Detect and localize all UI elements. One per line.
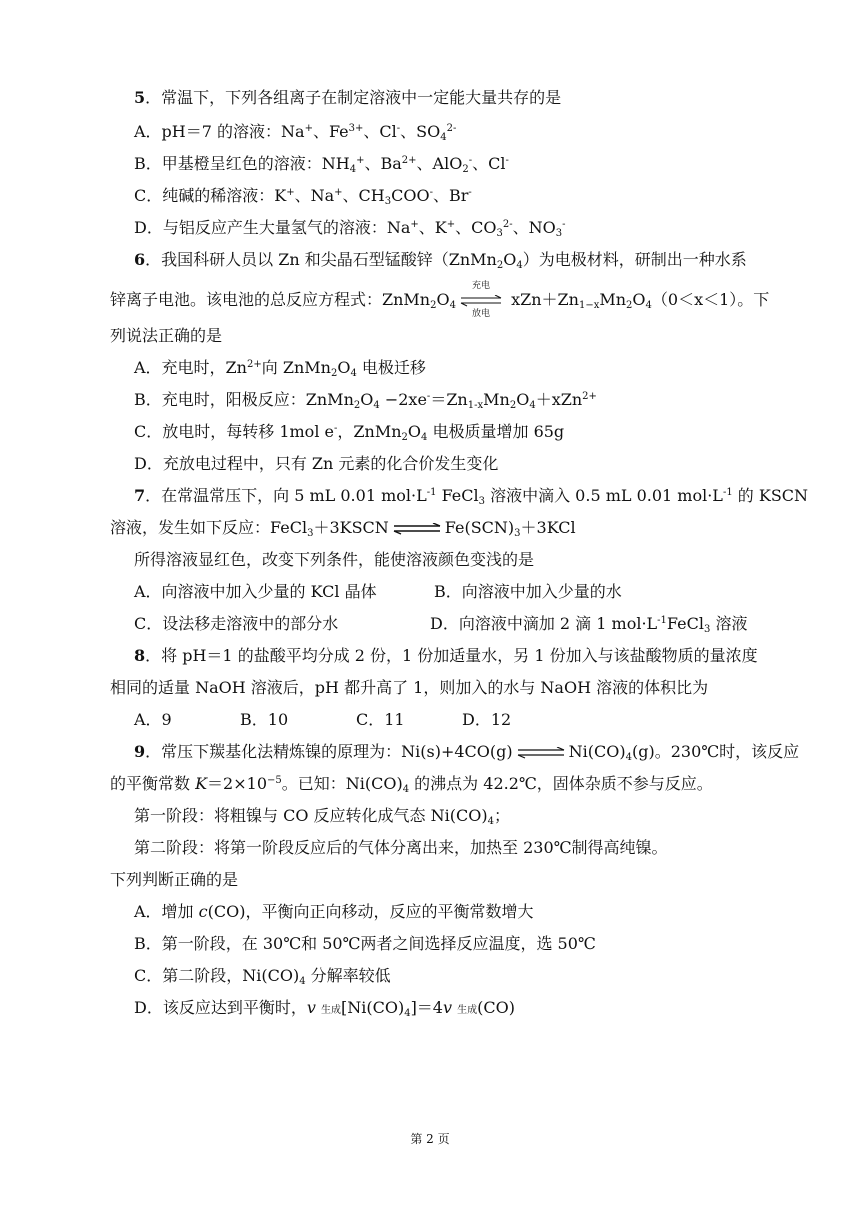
q9-stem-line2: 的平衡常数 $K=2\times 10^{-5}$。已知：$Ni(CO)_4$ 的沸点为 42.2℃，固体杂质不参与反应。 <box>110 774 713 795</box>
q6-stem-line3: 列说法正确的是 <box>110 326 223 345</box>
q5-option-a: A．pH＝7 的溶液：Na+、$Fe^{3+}$、Cl-、$SO_4^{2-}$ <box>134 122 457 143</box>
q5-option-c: C．纯碱的稀溶液：K+、Na+、$CH_3COO^-$、Br- <box>134 186 472 207</box>
q6-option-c: C．放电时，每转移 1mol e-，$ZnMn_2O_4$ 电极质量增加 65g <box>134 422 565 443</box>
equilibrium-arrow-icon <box>516 743 566 763</box>
arrow-label-discharge: 放电 <box>471 308 491 319</box>
q9-option-d: D．该反应达到平衡时，v 生成$[Ni(CO)_4]=4v$ 生成(CO) <box>134 998 515 1019</box>
q7-stem-line2: 溶液，发生如下反应：FeCl$_3$＋3KSCN $Fe(SCN)_3+3KCl$ <box>110 518 576 539</box>
q5-option-d: D．与铝反应产生大量氢气的溶液：Na+、K+、$CO_3^{2-}$、$NO_3^-$ <box>134 218 566 239</box>
q6-stem-line1: 6．我国科研人员以 Zn 和尖晶石型锰酸锌$(ZnMn_2O_4)$为电极材料，研制出一种水系 <box>134 250 747 271</box>
q9-stem-line1: 9．常压下羰基化法精炼镍的原理为：Ni(s)+4CO(g) $Ni(CO)_4(g)$。230℃时，该反应 <box>134 742 800 763</box>
equilibrium-arrow-icon <box>392 519 442 539</box>
q8-option-c: C．11 <box>356 710 405 729</box>
q8-option-b: B．10 <box>240 710 289 729</box>
q6-option-d: D．充放电过程中，只有 Zn 元素的化合价发生变化 <box>134 454 499 473</box>
q7-option-a: A．向溶液中加入少量的 KCl 晶体 <box>134 582 377 601</box>
q8-option-d: D．12 <box>462 710 512 729</box>
q7-option-b: B．向溶液中加入少量的水 <box>434 582 622 601</box>
q9-stem-line3: 下列判断正确的是 <box>110 870 239 889</box>
page-number: 第 2 页 <box>410 1132 450 1146</box>
q6-option-a: A．充电时，$Zn^{2+}$向 $ZnMn_2O_4$ 电极迁移 <box>134 358 426 379</box>
q9-stage2: 第二阶段：将第一阶段反应后的气体分离出来，加热至 230℃制得高纯镍。 <box>134 838 668 857</box>
q6-option-b: B．充电时，阳极反应：$ZnMn_2O_4 -2xe^-=Zn_{1-x}Mn_2O_4+xZn^{2+}$ <box>134 390 597 411</box>
q7-option-d: D．向溶液中滴加 2 滴 1 $mol\cdot L^{-1}FeCl_3$ 溶液 <box>430 614 748 635</box>
q6-stem-line2: 锌离子电池。该电池的总反应方程式：$ZnMn_2O_4$ 充电 放电 $xZn+Zn_{1-x}Mn_2O_4(0<x<1)$。下 <box>110 280 770 319</box>
q7-option-c: C．设法移走溶液中的部分水 <box>134 614 339 633</box>
q7-stem-line3: 所得溶液显红色，改变下列条件，能使溶液颜色变浅的是 <box>134 550 535 569</box>
arrow-label-charge: 充电 <box>471 280 491 291</box>
q9-stage1: 第一阶段：将粗镍与 CO 反应转化成气态 $Ni(CO)_4$； <box>134 806 510 827</box>
reversible-arrow-icon <box>459 280 503 319</box>
q8-option-a: A．9 <box>134 710 172 729</box>
q8-stem-line1: 8．将 pH＝1 的盐酸平均分成 2 份，1 份加适量水，另 1 份加入与该盐酸物质的量浓度 <box>134 646 758 665</box>
q9-option-c: C．第二阶段，$Ni(CO)_4$ 分解率较低 <box>134 966 391 987</box>
q7-stem-line1: 7．在常温常压下，向 5 mL 0.01 $mol\cdot L^{-1}$ FeCl$_3$ 溶液中滴入 0.5 mL 0.01 $mol\cdot L^{-1}$ 的 KSCN <box>134 486 809 507</box>
q5-stem: 5．常温下，下列各组离子在制定溶液中一定能大量共存的是 <box>134 88 562 107</box>
q8-stem-line2: 相同的适量 NaOH 溶液后，pH 都升高了 1，则加入的水与 NaOH 溶液的体积比为 <box>110 678 709 697</box>
q9-option-a: A．增加 c(CO)，平衡向正向移动，反应的平衡常数增大 <box>134 902 534 921</box>
q9-option-b: B．第一阶段，在 30℃和 50℃两者之间选择反应温度，选 50℃ <box>134 934 596 953</box>
q5-option-b: B．甲基橙呈红色的溶液：$NH_4^+$、$Ba^{2+}$、AlO$_2$-、Cl- <box>134 154 509 175</box>
